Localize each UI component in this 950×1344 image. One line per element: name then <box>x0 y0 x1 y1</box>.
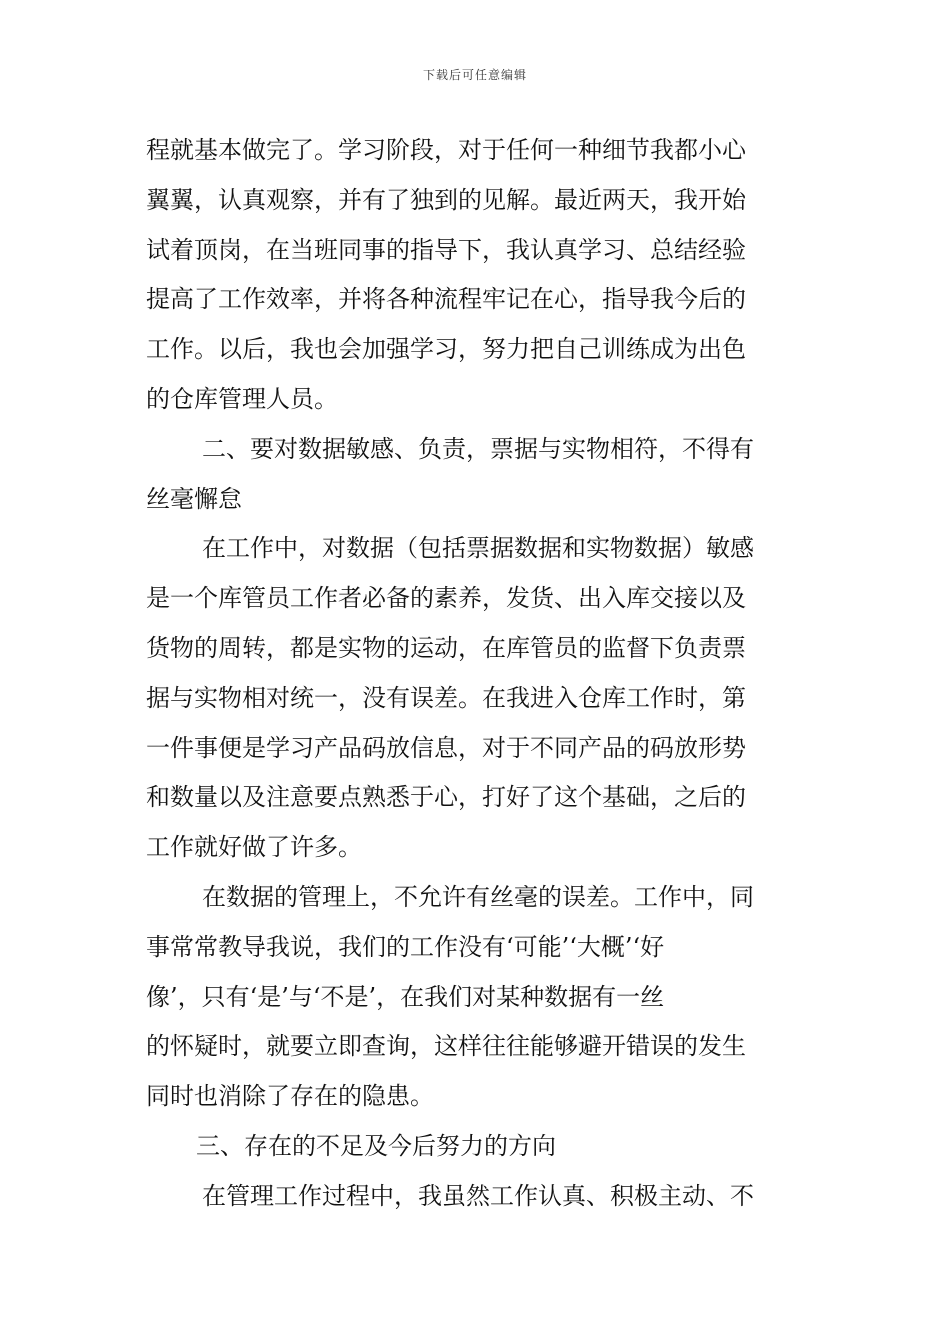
text-line: 工作。以后，我也会加强学习，努力把自己训练成为出色 <box>146 335 746 364</box>
text-line: 提高了工作效率，并将各种流程牢记在心，指导我今后的 <box>146 285 746 314</box>
text-line: 像’，只有‘是’与‘不是’，在我们对某种数据有一丝 <box>146 982 665 1011</box>
text-line: 据与实物相对统一，没有误差。在我进入仓库工作时，第 <box>146 683 746 712</box>
text-line: 翼翼，认真观察，并有了独到的见解。最近两天，我开始 <box>146 185 746 214</box>
section-heading-2: 二、要对数据敏感、负责，票据与实物相符，不得有 <box>202 434 754 463</box>
text-line: 试着顶岗，在当班同事的指导下，我认真学习、总结经验 <box>146 235 746 264</box>
text-line: 在数据的管理上，不允许有丝毫的误差。工作中，同 <box>202 882 754 911</box>
text-line: 和数量以及注意要点熟悉于心，打好了这个基础，之后的 <box>146 783 746 812</box>
text-line: 的仓库管理人员。 <box>146 384 338 413</box>
page-header: 下载后可任意编辑 <box>422 68 527 82</box>
document-body <box>146 126 811 1222</box>
text-line: 事常常教导我说，我们的工作没有‘可能’‘大概’‘好 <box>146 932 665 961</box>
text-line: 的怀疑时，就要立即查询，这样往往能够避开错误的发生 <box>146 1032 746 1061</box>
text-line: 是一个库管员工作者必备的素养，发货、出入库交接以及 <box>146 584 746 613</box>
text-line: 工作就好做了许多。 <box>146 833 362 862</box>
text-line: 一件事便是学习产品码放信息，对于不同产品的码放形势 <box>146 733 746 762</box>
text-line: 在工作中，对数据（包括票据数据和实物数据）敏感 <box>202 534 754 563</box>
text-line: 在管理工作过程中，我虽然工作认真、积极主动、不 <box>202 1181 754 1210</box>
text-line: 货物的周转，都是实物的运动，在库管员的监督下负责票 <box>146 633 746 662</box>
text-line: 程就基本做完了。学习阶段，对于任何一种细节我都小心 <box>146 136 746 164</box>
section-heading-3: 三、存在的不足及今后努力的方向 <box>196 1131 556 1160</box>
section-heading-2-cont: 丝毫懈怠 <box>146 484 242 513</box>
text-line: 同时也消除了存在的隐患。 <box>146 1082 434 1111</box>
